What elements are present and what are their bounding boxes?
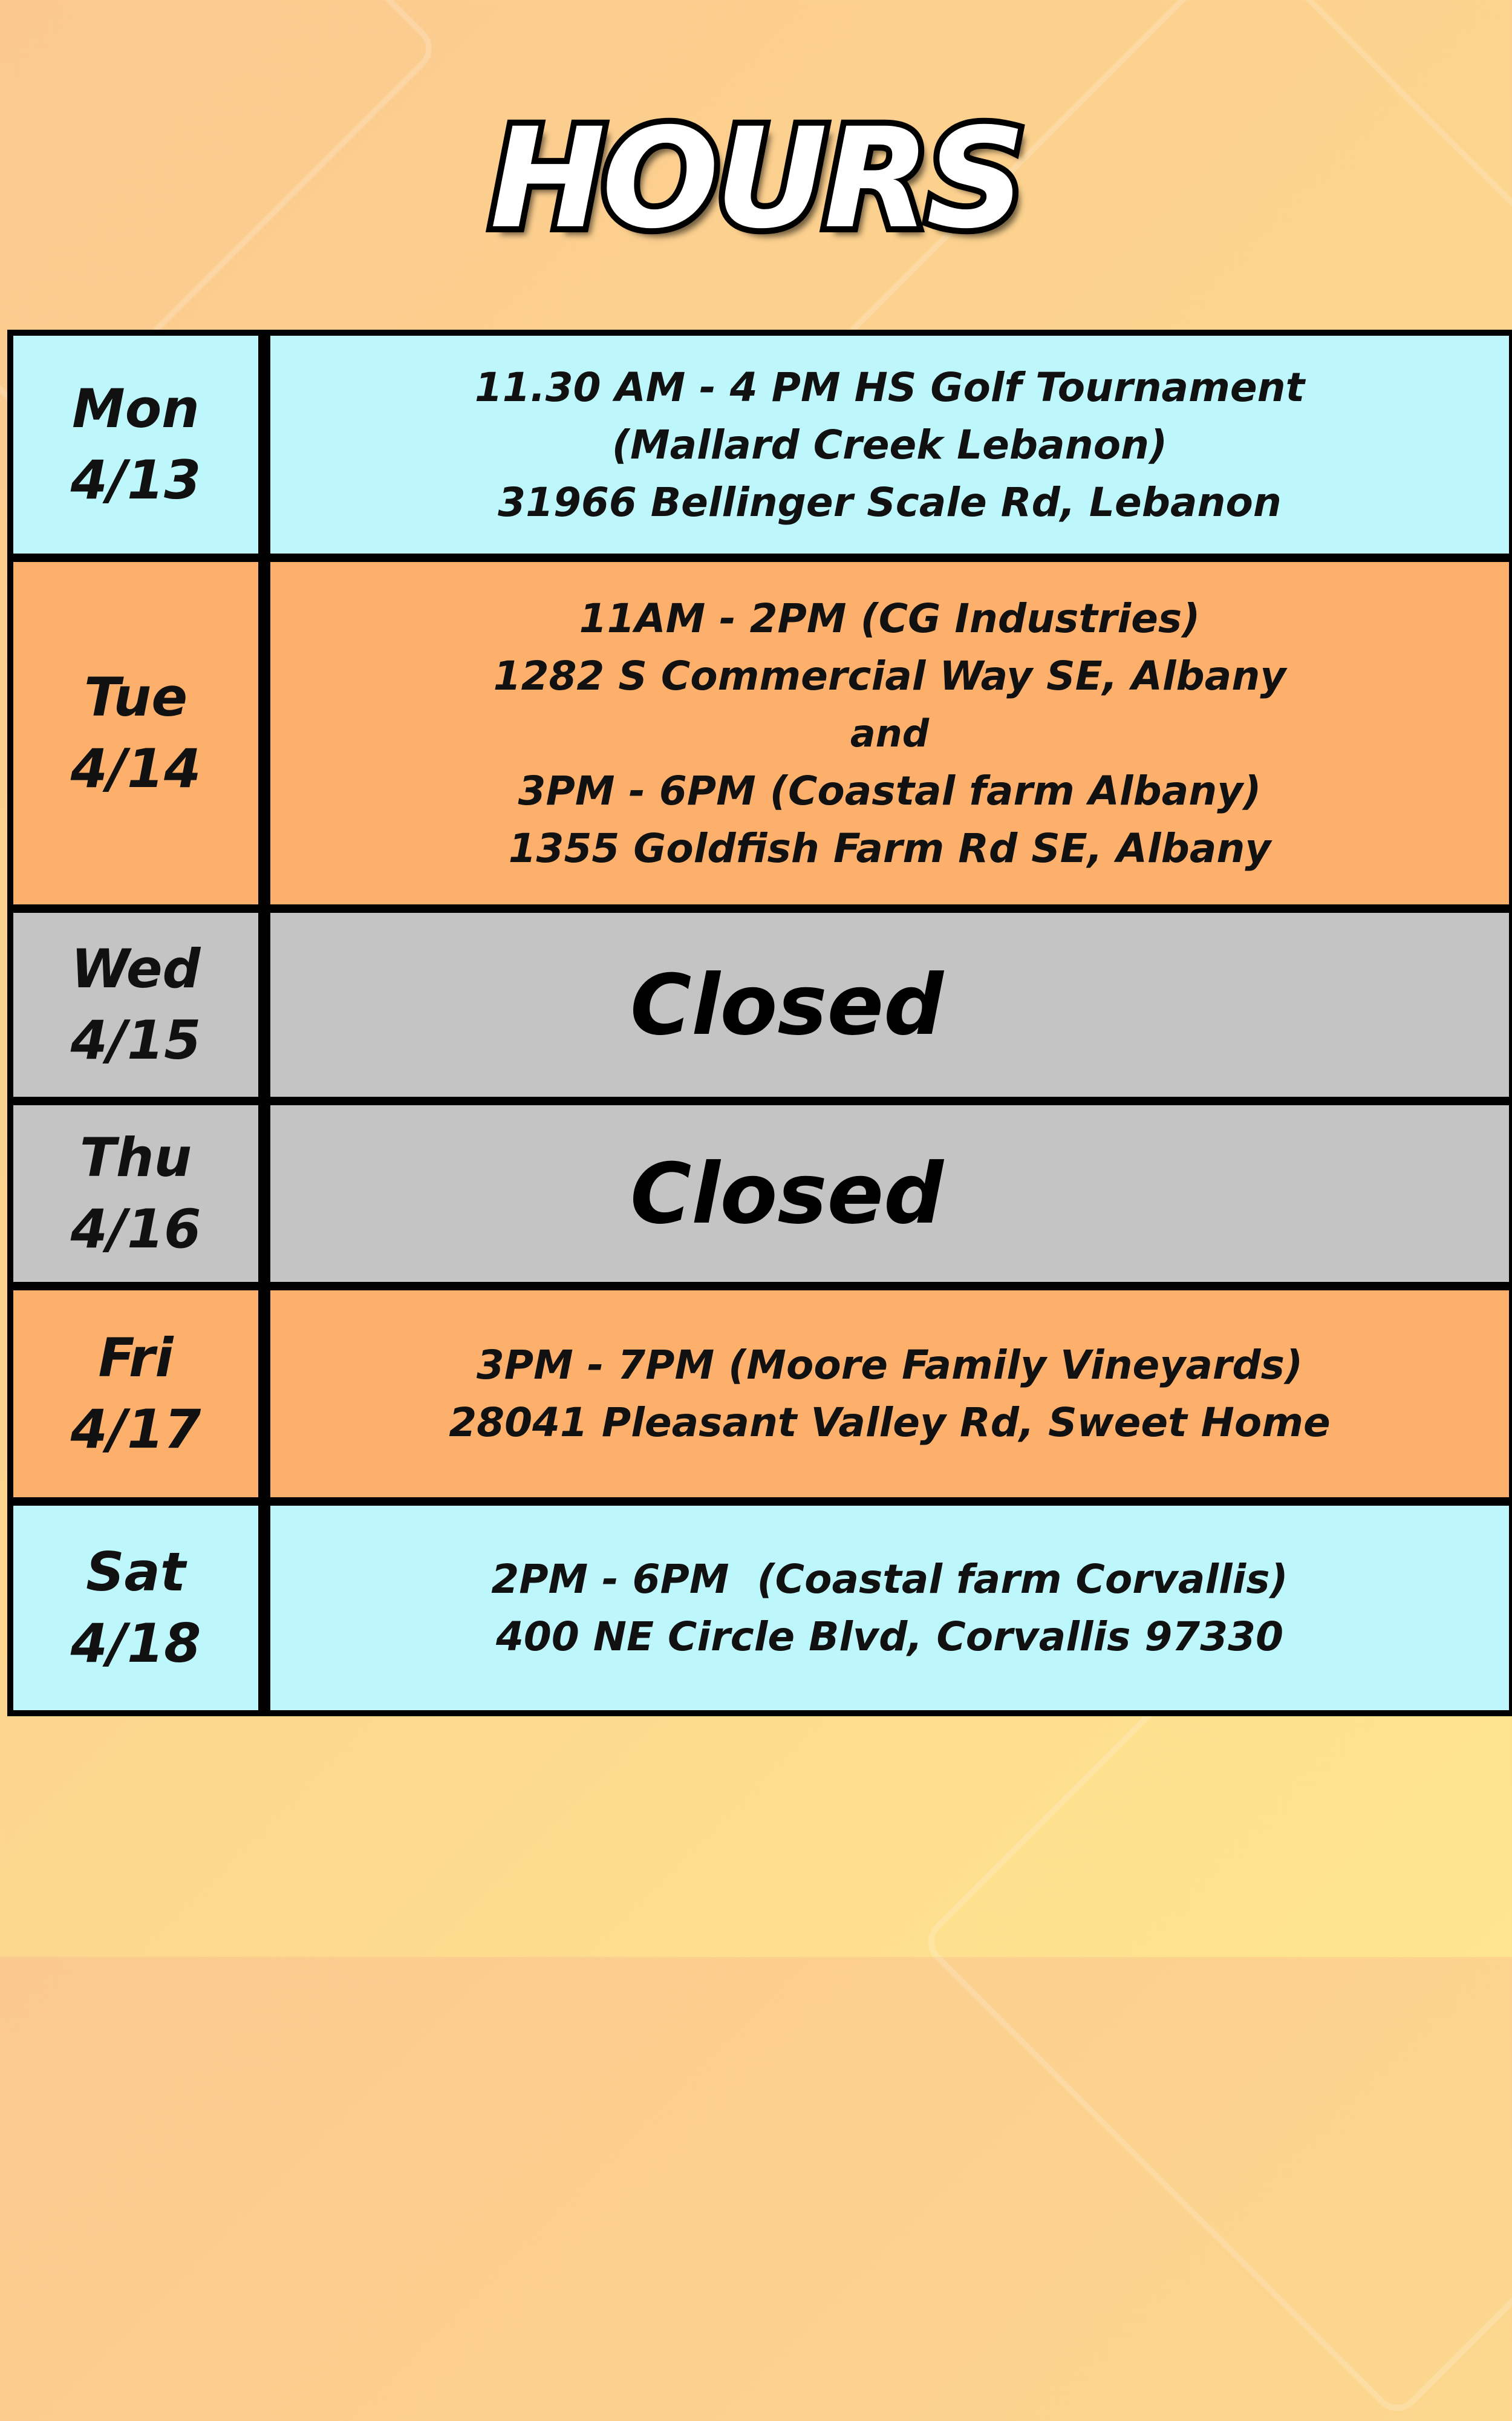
day-date: 4/16 [70,1198,201,1260]
details-cell [270,1105,1509,1282]
day-cell [13,336,270,554]
address-line: 28041 Pleasant Valley Rd, Sweet Home [449,1399,1331,1446]
day-cell [13,1506,270,1710]
page-title: HOURS [490,98,1022,259]
day-date: 4/13 [70,449,201,511]
day-cell [13,562,270,904]
event-line: 11.30 AM - 4 PM HS Golf Tournament [474,364,1305,411]
day-name: Tue [83,666,187,728]
address-line: 1282 S Commercial Way SE, Albany [493,652,1286,699]
day-date: 4/15 [70,1009,201,1071]
details-cell [270,1506,1509,1710]
event-line: 11AM - 2PM (CG Industries) [579,595,1201,642]
day-name: Fri [98,1327,174,1389]
closed-label: Closed [630,1145,943,1243]
day-name: Sat [86,1541,186,1603]
schedule-row-mon [13,336,1509,554]
address-line: 400 NE Circle Blvd, Corvallis 97330 [495,1613,1284,1660]
day-name: Mon [72,377,200,440]
details-cell [270,336,1509,554]
day-date: 4/18 [70,1612,201,1674]
schedule-row-sat [13,1497,1509,1710]
event-line: 3PM - 7PM (Moore Family Vineyards) [476,1342,1303,1388]
day-name: Wed [71,938,201,1000]
details-cell [270,1290,1509,1497]
hours-table [7,330,1512,1716]
schedule-row-tue [13,554,1509,904]
address-line: 1355 Goldfish Farm Rd SE, Albany [508,825,1271,872]
day-name: Thu [79,1126,192,1189]
details-cell [270,562,1509,904]
day-date: 4/14 [70,737,201,800]
day-cell [13,913,270,1097]
event-line: 2PM - 6PM (Coastal farm Corvallis) [491,1556,1288,1603]
details-cell [270,913,1509,1097]
schedule-row-thu [13,1097,1509,1282]
event-line: (Mallard Creek Lebanon) [611,421,1168,468]
day-cell [13,1290,270,1497]
event-line: 3PM - 6PM (Coastal farm Albany) [518,767,1262,814]
day-date: 4/17 [70,1398,201,1460]
day-cell [13,1105,270,1282]
conjunction-line: and [850,711,930,756]
address-line: 31966 Bellinger Scale Rd, Lebanon [498,479,1282,526]
closed-label: Closed [630,956,943,1054]
schedule-row-wed [13,904,1509,1097]
schedule-row-fri [13,1282,1509,1497]
